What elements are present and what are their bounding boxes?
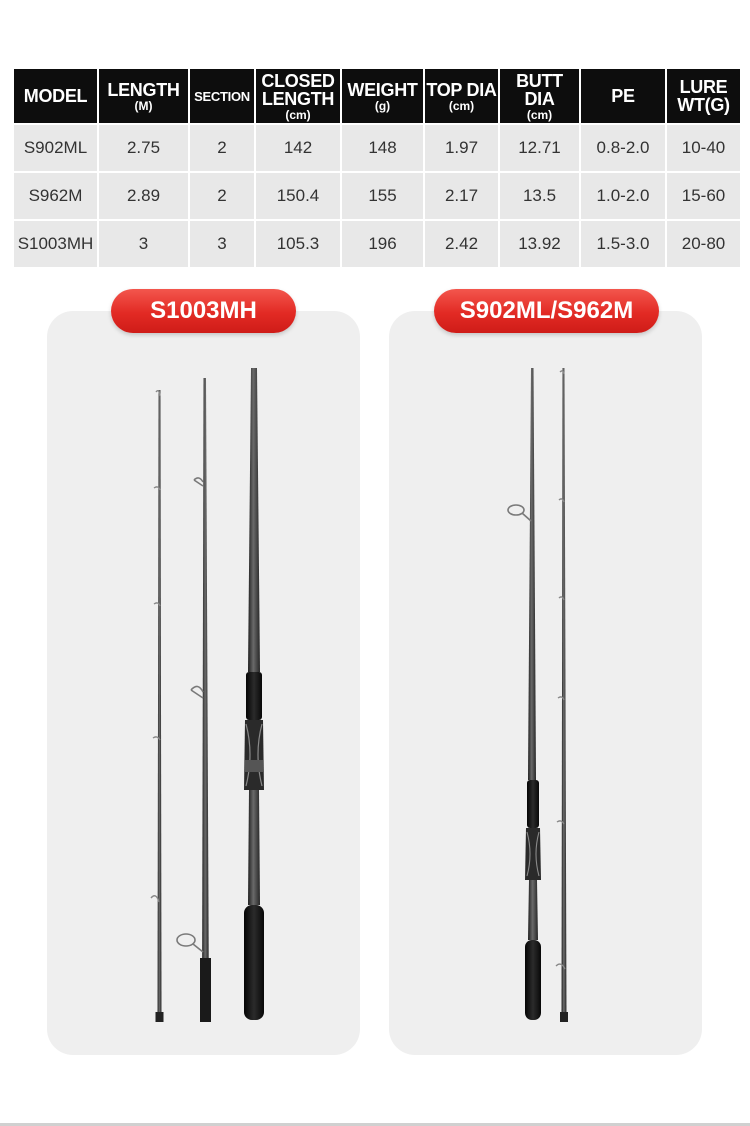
cell-top-dia: 1.97	[424, 124, 499, 172]
cell-lure-wt: 10-40	[666, 124, 740, 172]
cell-section: 2	[189, 124, 255, 172]
cell-length: 2.75	[98, 124, 189, 172]
cell-lure-wt: 15-60	[666, 172, 740, 220]
cell-weight: 196	[341, 220, 424, 267]
header-butt-dia: BUTT DIA (cm)	[499, 69, 580, 124]
rod-tip-section	[556, 368, 568, 1022]
header-top-dia: TOP DIA (cm)	[424, 69, 499, 124]
cell-butt-dia: 12.71	[499, 124, 580, 172]
cell-pe: 0.8-2.0	[580, 124, 666, 172]
cell-top-dia: 2.42	[424, 220, 499, 267]
cell-lure-wt: 20-80	[666, 220, 740, 267]
cell-length: 3	[98, 220, 189, 267]
cell-butt-dia: 13.5	[499, 172, 580, 220]
header-lure-wt: LURE WT(G)	[666, 69, 740, 124]
cell-section: 3	[189, 220, 255, 267]
cell-model: S962M	[14, 172, 98, 220]
cell-weight: 148	[341, 124, 424, 172]
cell-closed-length: 150.4	[255, 172, 341, 220]
header-pe: PE	[580, 69, 666, 124]
cell-model: S902ML	[14, 124, 98, 172]
model-label-badge: S1003MH	[111, 289, 296, 333]
header-model: MODEL	[14, 69, 98, 124]
cell-top-dia: 2.17	[424, 172, 499, 220]
header-length: LENGTH (M)	[98, 69, 189, 124]
rod-tip-section	[151, 390, 164, 1022]
cell-closed-length: 142	[255, 124, 341, 172]
cell-pe: 1.5-3.0	[580, 220, 666, 267]
cell-section: 2	[189, 172, 255, 220]
header-weight: WEIGHT (g)	[341, 69, 424, 124]
rod-butt-section	[244, 368, 264, 1020]
cell-length: 2.89	[98, 172, 189, 220]
header-section: SECTION	[189, 69, 255, 124]
model-label-badge: S902ML/S962M	[434, 289, 659, 333]
header-closed-length: CLOSED LENGTH (cm)	[255, 69, 341, 124]
rod-butt-section	[508, 368, 541, 1020]
rod-mid-section	[177, 378, 211, 1022]
cell-butt-dia: 13.92	[499, 220, 580, 267]
cell-weight: 155	[341, 172, 424, 220]
cell-pe: 1.0-2.0	[580, 172, 666, 220]
cell-closed-length: 105.3	[255, 220, 341, 267]
cell-model: S1003MH	[14, 220, 98, 267]
